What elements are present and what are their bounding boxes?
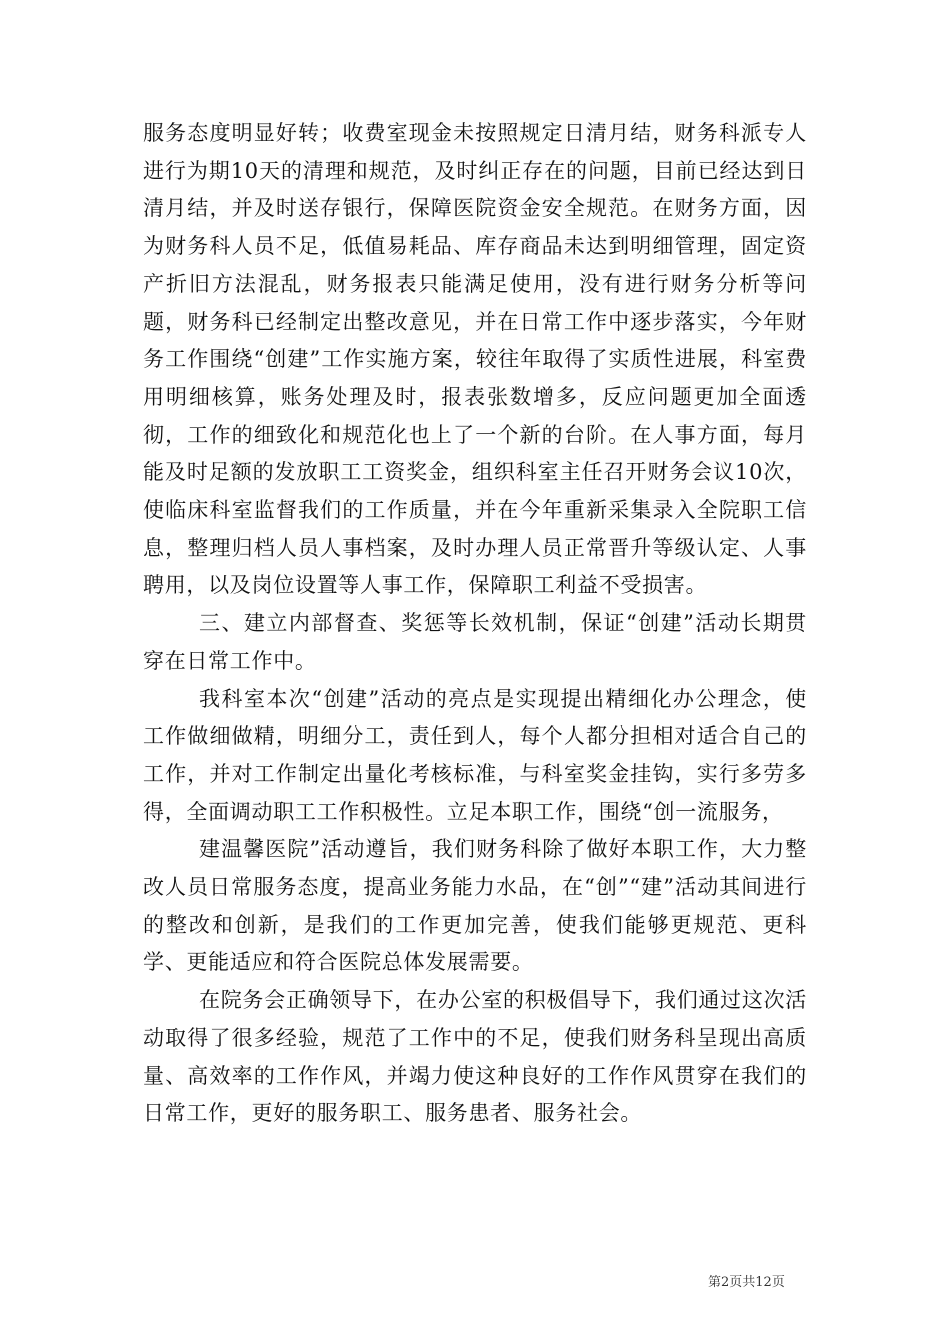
body-text (143, 115, 807, 1133)
paragraph-highlights: 我科室本次“创建”活动的亮点是实现提出精细化办公理念，使工作做细做精，明细分工，责任到人，每个人都分担相对适合自己的工作，并对工作制定出量化考核标准，与科室奖金挂钩，实行多劳多得，全面调动职工工作积极性。立足本职工作，围绕“创一流服务， (143, 686, 807, 824)
page-number: 第2页共12页 (708, 1275, 785, 1290)
paragraph-conclusion: 在院务会正确领导下，在办公室的积极倡导下，我们通过这次活动取得了很多经验，规范了工作中的不足，使我们财务科呈现出高质量、高效率的工作作风，并竭力使这种良好的工作作风贯穿在我们的日常工作，更好的服务职工、服务患者、服务社会。 (143, 988, 807, 1126)
paragraph-continuation: 服务态度明显好转；收费室现金未按照规定日清月结，财务科派专人进行为期10天的清理和规范，及时纠正存在的问题，目前已经达到日清月结，并及时送存银行，保障医院资金安全规范。在财务方面，因为财务科人员不足，低值易耗品、库存商品未达到明细管理，固定资产折旧方法混乱，财务报表只能满足使用，没有进行财务分析等问题，财务科已经制定出整改意见，并在日常工作中逐步落实，今年财务工作围绕“创建”工作实施方案，较往年取得了实质性进展，科室费用明细核算，账务处理及时，报表张数增多，反应问题更加全面透彻，工作的细致化和规范化也上了一个新的台阶。在人事方面，每月能及时足额的发放职工工资奖金，组织科室主任召开财务会议10次，使临床科室监督我们的工作质量，并在今年重新采集录入全院职工信息，整理归档人员人事档案，及时办理人员正常晋升等级认定、人事聘用，以及岗位设置等人事工作，保障职工利益不受损害。 (143, 121, 807, 598)
paragraph-service-improvement: 建温馨医院”活动遵旨，我们财务科除了做好本职工作，大力整改人员日常服务态度，提高业务能力水品，在“创”“建”活动其间进行的整改和创新，是我们的工作更加完善，使我们能够更规范、更科学、更能适应和符合医院总体发展需要。 (143, 837, 807, 975)
section-heading-three: 三、建立内部督查、奖惩等长效机制，保证“创建”活动长期贯穿在日常工作中。 (143, 611, 807, 673)
